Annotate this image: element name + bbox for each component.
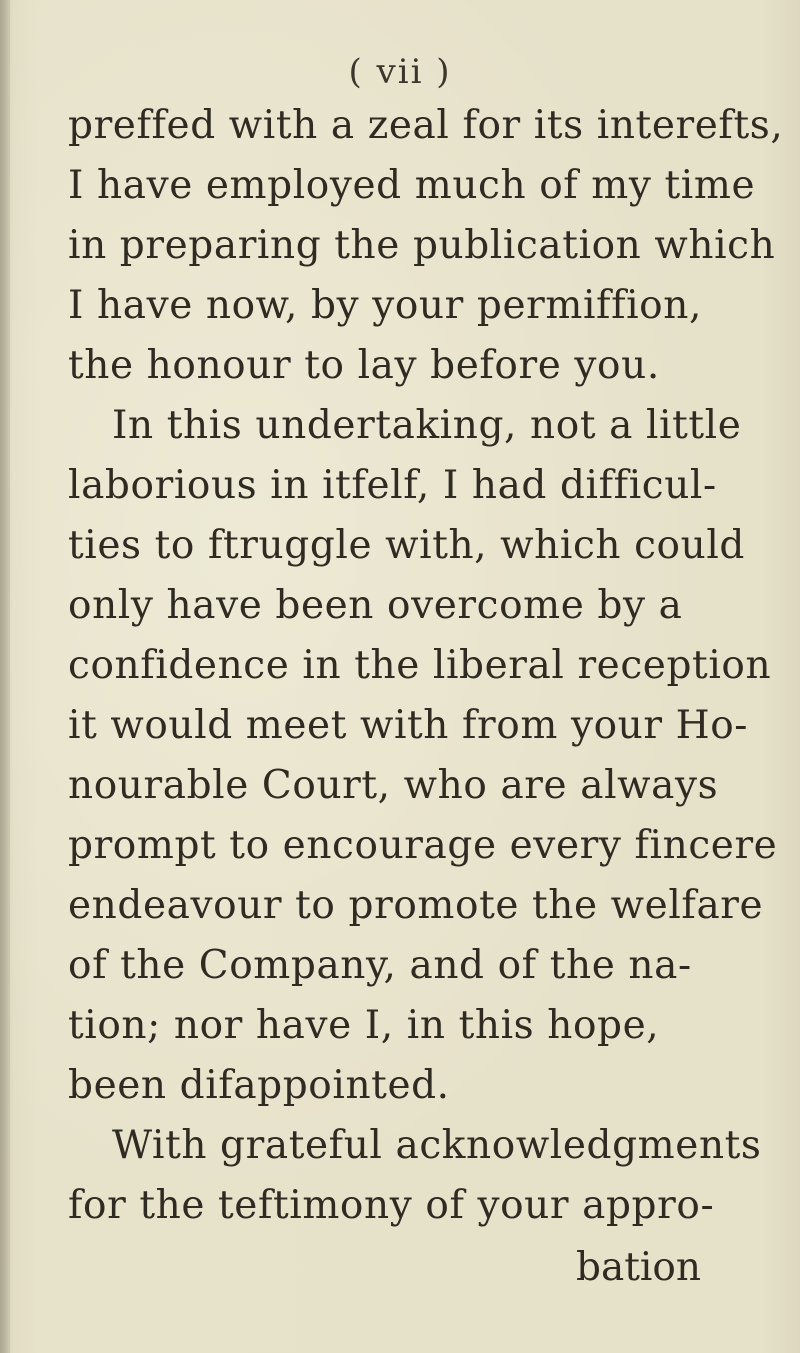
text-line: ties to ftruggle with, which could — [68, 523, 745, 568]
text-line: only have been overcome by a — [68, 583, 683, 628]
text-line: preffed with a zeal for its interefts, — [68, 103, 784, 148]
text-line: prompt to encourage every fincere — [68, 823, 778, 868]
text-line: for the teftimony of your appro- — [68, 1183, 715, 1228]
text-line: laborious in itfelf, I had difficul- — [68, 463, 717, 508]
text-line: I have employed much of my time — [68, 163, 756, 208]
text-line: it would meet with from your Ho- — [68, 703, 749, 748]
text-line: endeavour to promote the welfare — [68, 883, 764, 928]
text-line: confidence in the liberal reception — [68, 643, 772, 688]
text-line: of the Company, and of the na- — [68, 943, 692, 988]
text-line: In this undertaking, not a little — [112, 403, 742, 448]
text-line: been difappointed. — [68, 1063, 450, 1108]
text-line: tion; nor have I, in this hope, — [68, 1003, 660, 1048]
text-line: in preparing the publication which — [68, 223, 776, 268]
text-line: I have now, by your permiffion, — [68, 283, 702, 328]
page-number-header: ( vii ) — [348, 52, 452, 92]
text-line: With grateful acknowledgments — [112, 1123, 762, 1168]
text-line: nourable Court, who are always — [68, 763, 719, 808]
text-line: the honour to lay before you. — [68, 343, 660, 388]
catchword: bation — [576, 1245, 701, 1290]
